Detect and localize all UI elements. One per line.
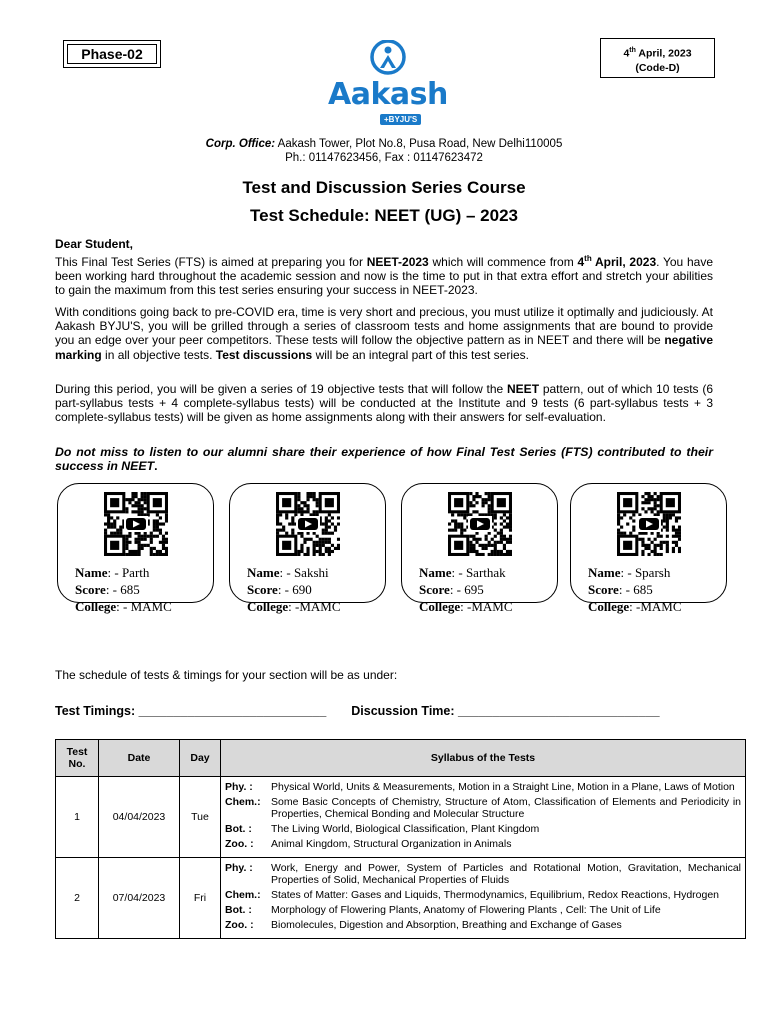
syllabus-zoology: Zoo. : Biomolecules, Digestion and Absorption, Breathing and Exchange of Gases [225, 919, 622, 931]
aakash-person-icon [300, 40, 470, 80]
paragraph-tests: During this period, you will be given a series of 19 objective tests that will follow the NEET pattern, out of which 10 tests (6 part-syllabus tests + 4 complete-syllabus tests) will be conducted at the Institute and 9 tests (6 part-syllabus tests + 3 complete-syllabus tests) will be given as home assignments along with their answers for self-evaluation. [55, 382, 713, 425]
discussion-time: Discussion Time: _____________________________ [351, 704, 660, 718]
alumni-card[interactable]: Name: - Parth Score: - 685 College: - MAMC [57, 483, 214, 603]
alumni-card[interactable]: Name: - Sparsh Score: - 685 College: -MAMC [570, 483, 727, 603]
aakash-logo [300, 40, 470, 130]
date-box [600, 38, 715, 78]
schedule-title: Test Schedule: NEET (UG) – 2023 [250, 206, 518, 225]
timings-line [55, 704, 660, 718]
qr-code-icon[interactable] [104, 492, 168, 556]
syllabus-cell [221, 858, 746, 939]
phone-fax: Ph.: 01147623456, Fax : 01147623472 [285, 152, 483, 164]
qr-code-icon[interactable] [276, 492, 340, 556]
header-test-no: Test No. [56, 740, 99, 777]
alumni-card[interactable]: Name: - Sarthak Score: - 695 College: -MAMC [401, 483, 558, 603]
table-row [56, 777, 746, 858]
date-cell: 07/04/2023 [99, 858, 180, 939]
syllabus-botany: Bot. : Morphology of Flowering Plants, Anatomy of Flowering Plants , Cell: The Unit of Life [225, 904, 661, 916]
course-title: Test and Discussion Series Course [242, 178, 526, 197]
day-cell: Tue [180, 777, 221, 858]
code-line: (Code-D) [635, 61, 680, 74]
test-no-cell: 2 [56, 858, 99, 939]
qr-code-icon[interactable] [448, 492, 512, 556]
syllabus-botany: Bot. : The Living World, Biological Classification, Plant Kingdom [225, 823, 540, 835]
schedule-table [55, 739, 746, 939]
paragraph-conditions: With conditions going back to pre-COVID era, time is very short and precious, you must utilize it optimally and judiciously. At Aakash BYJU'S, you will be grilled through a series of classroom tests and home assignments that are bound to provide you an edge over your peer competitors. These tests will follow the objective pattern as in NEET and there will be negative marking in all objective tests. Test discussions will be an integral part of this test series. [55, 305, 713, 362]
syllabus-physics: Phy. : Work, Energy and Power, System of Particles and Rotational Motion, Gravitation, Mechanical Properties of Solid, Mechanical Properties of Fluids [225, 862, 741, 886]
qr-code-icon[interactable] [617, 492, 681, 556]
table-row [56, 858, 746, 939]
phase-label: Phase-02 [63, 40, 161, 68]
header-day: Day [180, 740, 221, 777]
test-timings: Test Timings: ___________________________ [55, 704, 327, 718]
greeting: Dear Student, [55, 237, 134, 251]
paragraph-alumni: Do not miss to listen to our alumni share their experience of how Final Test Series (FTS) contributed to their success in NEET. [55, 445, 713, 474]
table-header-row [56, 740, 746, 777]
day-cell: Fri [180, 858, 221, 939]
syllabus-zoology: Zoo. : Animal Kingdom, Structural Organization in Animals [225, 838, 512, 850]
alumni-card[interactable]: Name: - Sakshi Score: - 690 College: -MAMC [229, 483, 386, 603]
date-cell: 04/04/2023 [99, 777, 180, 858]
syllabus-cell [221, 777, 746, 858]
logo-wordmark: Aakash [328, 77, 448, 112]
byjus-tag: +BYJU'S [380, 114, 421, 125]
header-syllabus: Syllabus of the Tests [221, 740, 746, 777]
corp-office: Corp. Office: Aakash Tower, Plot No.8, Pusa Road, New Delhi110005 Ph.: 01147623456, Fax : 01147623472 [0, 137, 768, 165]
date-line: 4th April, 2023 [623, 47, 692, 60]
header-date: Date [99, 740, 180, 777]
syllabus-physics: Phy. : Physical World, Units & Measurements, Motion in a Straight Line, Motion in a Plane, Laws of Motion [225, 781, 735, 793]
test-no-cell: 1 [56, 777, 99, 858]
paragraph-intro: This Final Test Series (FTS) is aimed at preparing you for NEET-2023 which will commence from 4th April, 2023. You have been working hard throughout the academic session and now is the time to put in that extra effort and stretch your abilities to gain the maximum from this test series ensuring your success in NEET-2023. [55, 254, 713, 298]
syllabus-chemistry: Chem.: Some Basic Concepts of Chemistry, Structure of Atom, Classification of Elements and Periodicity in Properties, Chemical Bonding and Molecular Structure [225, 796, 741, 820]
syllabus-chemistry: Chem.: States of Matter: Gases and Liquids, Thermodynamics, Equilibrium, Redox Reactions, Hydrogen [225, 889, 720, 901]
schedule-intro: The schedule of tests & timings for your section will be as under: [55, 668, 398, 682]
